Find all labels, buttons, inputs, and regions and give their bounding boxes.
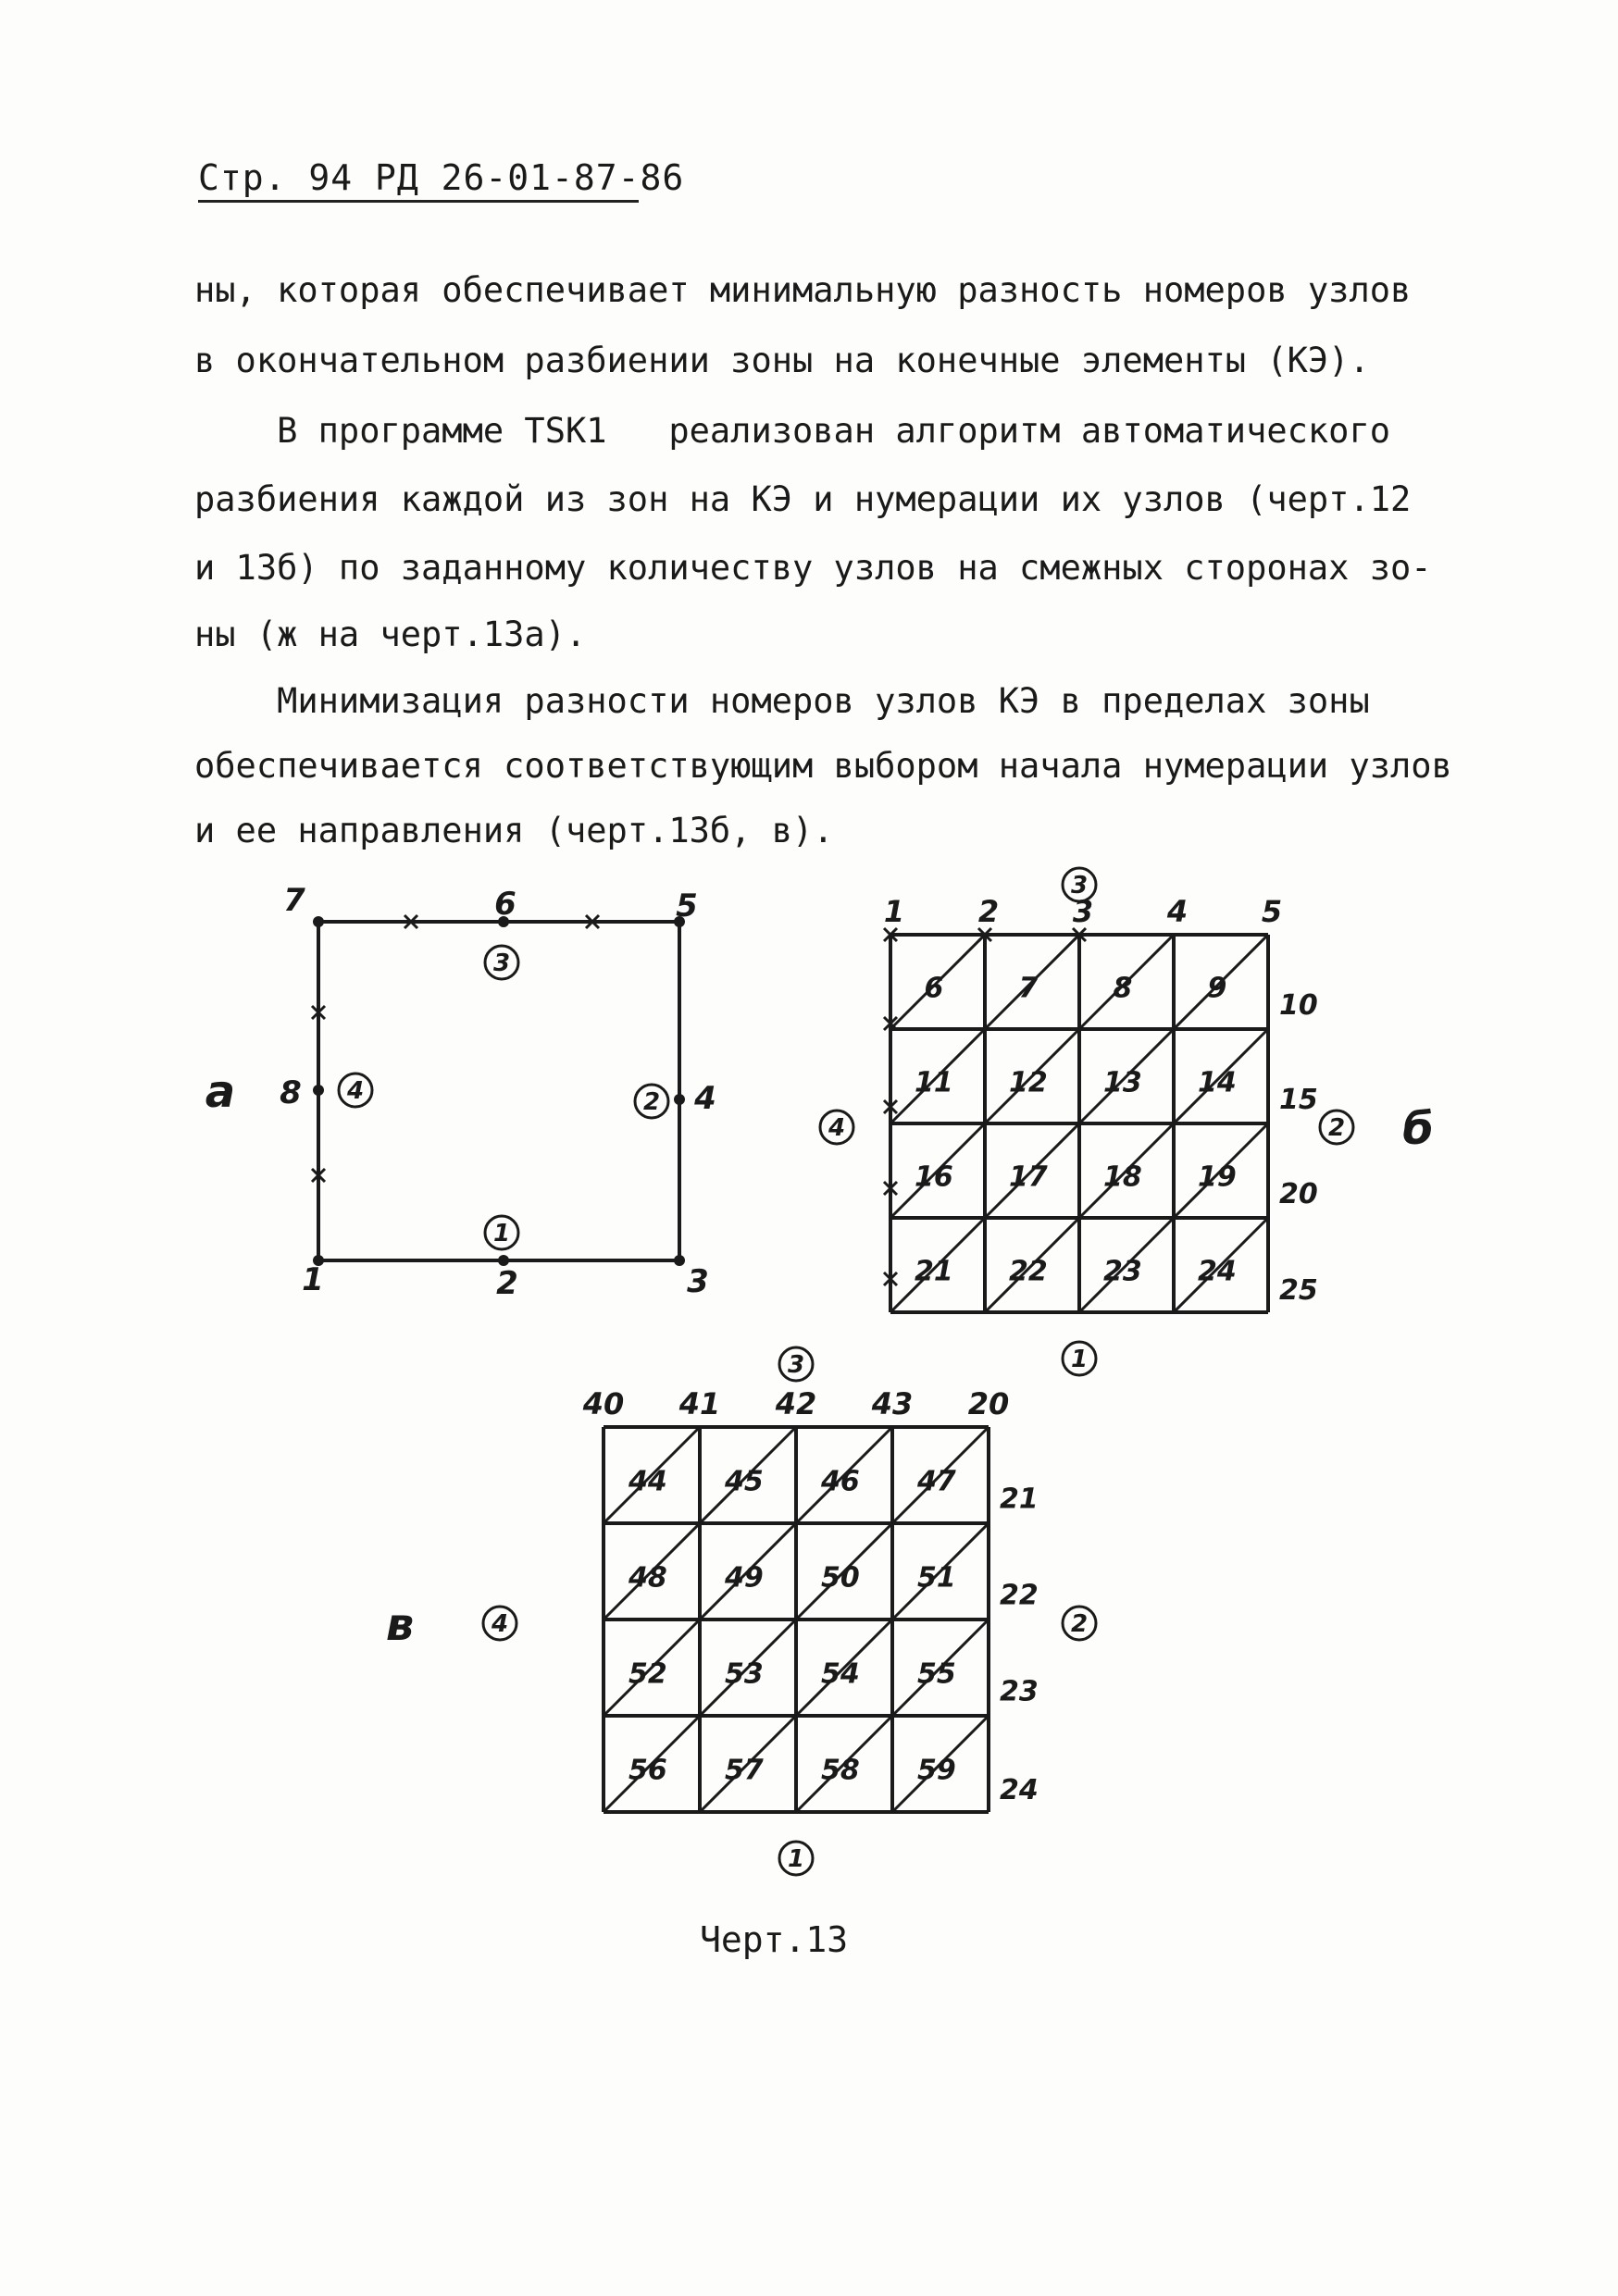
fig-b-node-number: 20 bbox=[1279, 1177, 1318, 1210]
zone-node bbox=[674, 1255, 685, 1266]
side-number: 4 bbox=[346, 1077, 365, 1105]
fig-c-element-number: 46 bbox=[820, 1465, 860, 1498]
fig-b-side-number: 2 bbox=[1327, 1114, 1346, 1142]
fig-b-element-number: 23 bbox=[1103, 1255, 1142, 1288]
zone-node bbox=[313, 916, 324, 927]
fig-c-node-number: 21 bbox=[1000, 1483, 1039, 1516]
fig-b-side-number: 3 bbox=[1070, 872, 1089, 900]
paragraph-line: и ее направления (черт.13б, в). bbox=[194, 811, 834, 850]
fig-b-element-number: 12 bbox=[1009, 1066, 1048, 1099]
fig-b-element-number: 21 bbox=[915, 1255, 953, 1288]
fig-b-node-number: 15 bbox=[1279, 1083, 1318, 1116]
fig-c-element-number: 49 bbox=[724, 1561, 764, 1595]
fig-c-node-number: 23 bbox=[1000, 1675, 1039, 1708]
paragraph-line: обеспечивается соответствующим выбором начала нумерации узлов bbox=[194, 746, 1452, 786]
fig-c-node-number: 42 bbox=[775, 1386, 817, 1421]
paragraph-line: ны, которая обеспечивает минимальную разность номеров узлов bbox=[194, 270, 1412, 310]
node-number: 8 bbox=[280, 1074, 302, 1111]
paragraph-line: ны (ж на черт.13а). bbox=[194, 614, 587, 654]
node-number: 7 bbox=[283, 882, 305, 919]
figure-caption: Черт.13 bbox=[700, 1919, 849, 1960]
side-number: 2 bbox=[642, 1088, 661, 1116]
node-number: 1 bbox=[302, 1261, 324, 1298]
side-number: 3 bbox=[492, 949, 511, 977]
fig-b-side-number: 4 bbox=[828, 1114, 846, 1142]
fig-b-element-number: 7 bbox=[1018, 972, 1039, 1005]
paragraph-line: в окончательном разбиении зоны на конечные элементы (КЭ). bbox=[194, 341, 1370, 380]
fig-c-side-number: 3 bbox=[787, 1351, 805, 1379]
fig-b-node-number: 4 bbox=[1166, 894, 1189, 929]
fig-c-element-number: 50 bbox=[820, 1561, 860, 1595]
fig-c-element-number: 44 bbox=[628, 1465, 667, 1498]
fig-c-node-number: 24 bbox=[1000, 1774, 1039, 1806]
node-number: 4 bbox=[694, 1080, 716, 1117]
node-number: 5 bbox=[676, 887, 698, 925]
page-header: Стр. 94 РД 26-01-87-86 bbox=[198, 157, 685, 198]
fig-b-element-number: 19 bbox=[1198, 1160, 1237, 1194]
fig-b-element-number: 6 bbox=[924, 972, 944, 1005]
fig-c-figure-letter: в bbox=[385, 1599, 415, 1651]
fig-b-element-number: 16 bbox=[915, 1160, 953, 1194]
fig-c-node-number: 20 bbox=[967, 1386, 1010, 1421]
fig-c-node-number: 41 bbox=[678, 1386, 721, 1421]
zone-node bbox=[674, 1094, 685, 1105]
paragraph-line: разбиения каждой из зон на КЭ и нумерации их узлов (черт.12 bbox=[194, 479, 1412, 519]
paragraph-line: и 13б) по заданному количеству узлов на смежных сторонах зо- bbox=[194, 548, 1432, 588]
fig-c-element-number: 53 bbox=[724, 1657, 764, 1691]
fig-b-side-number: 1 bbox=[1070, 1346, 1089, 1373]
fig-b-node-number: 25 bbox=[1279, 1274, 1318, 1307]
fig-c-element-number: 52 bbox=[628, 1657, 667, 1691]
fig-b-node-number: 1 bbox=[883, 894, 905, 929]
fig-b-node-number: 5 bbox=[1261, 894, 1283, 929]
fig-c-node-number: 43 bbox=[871, 1386, 914, 1421]
zone-node bbox=[313, 1085, 324, 1096]
fig-b-element-number: 18 bbox=[1103, 1160, 1142, 1194]
fig-b-figure-letter: б bbox=[1402, 1103, 1434, 1155]
node-number: 2 bbox=[496, 1265, 518, 1302]
fig-b-node-number: 3 bbox=[1072, 894, 1094, 929]
fig-c-element-number: 56 bbox=[628, 1754, 667, 1787]
fig-c-side-number: 4 bbox=[491, 1610, 509, 1638]
fig-b-node-number: 2 bbox=[977, 894, 1000, 929]
fig-c-element-number: 47 bbox=[916, 1465, 956, 1498]
fig-c-side-number: 1 bbox=[787, 1845, 805, 1873]
fig-c-side-number: 2 bbox=[1070, 1610, 1089, 1638]
fig-c-element-number: 51 bbox=[916, 1561, 956, 1595]
node-number: 3 bbox=[687, 1263, 709, 1300]
fig-c-node-number: 40 bbox=[582, 1386, 625, 1421]
paragraph-line: В программе TSK1 реализован алгоритм автоматического bbox=[194, 411, 1391, 451]
paragraph-line: Минимизация разности номеров узлов КЭ в пределах зоны bbox=[194, 681, 1370, 721]
fig-c-element-number: 48 bbox=[628, 1561, 667, 1595]
side-number: 1 bbox=[492, 1220, 511, 1247]
fig-b-element-number: 22 bbox=[1009, 1255, 1048, 1288]
fig-b-node-number: 10 bbox=[1279, 988, 1318, 1022]
fig-b-element-number: 8 bbox=[1113, 972, 1133, 1005]
node-number: 6 bbox=[494, 886, 517, 923]
fig-c-node-number: 22 bbox=[1000, 1579, 1039, 1612]
fig-b-element-number: 17 bbox=[1009, 1160, 1048, 1194]
fig-c-element-number: 54 bbox=[820, 1657, 860, 1691]
figure-letter-a: а bbox=[205, 1066, 236, 1118]
fig-c-element-number: 58 bbox=[820, 1754, 860, 1787]
fig-c-element-number: 45 bbox=[724, 1465, 764, 1498]
fig-c-element-number: 59 bbox=[916, 1754, 956, 1787]
fig-b-element-number: 24 bbox=[1198, 1255, 1237, 1288]
fig-b-element-number: 9 bbox=[1207, 972, 1227, 1005]
fig-b-element-number: 13 bbox=[1103, 1066, 1142, 1099]
fig-b-element-number: 14 bbox=[1198, 1066, 1237, 1099]
fig-c-element-number: 55 bbox=[916, 1657, 956, 1691]
fig-c-element-number: 57 bbox=[724, 1754, 764, 1787]
fig-b-element-number: 11 bbox=[915, 1066, 953, 1099]
